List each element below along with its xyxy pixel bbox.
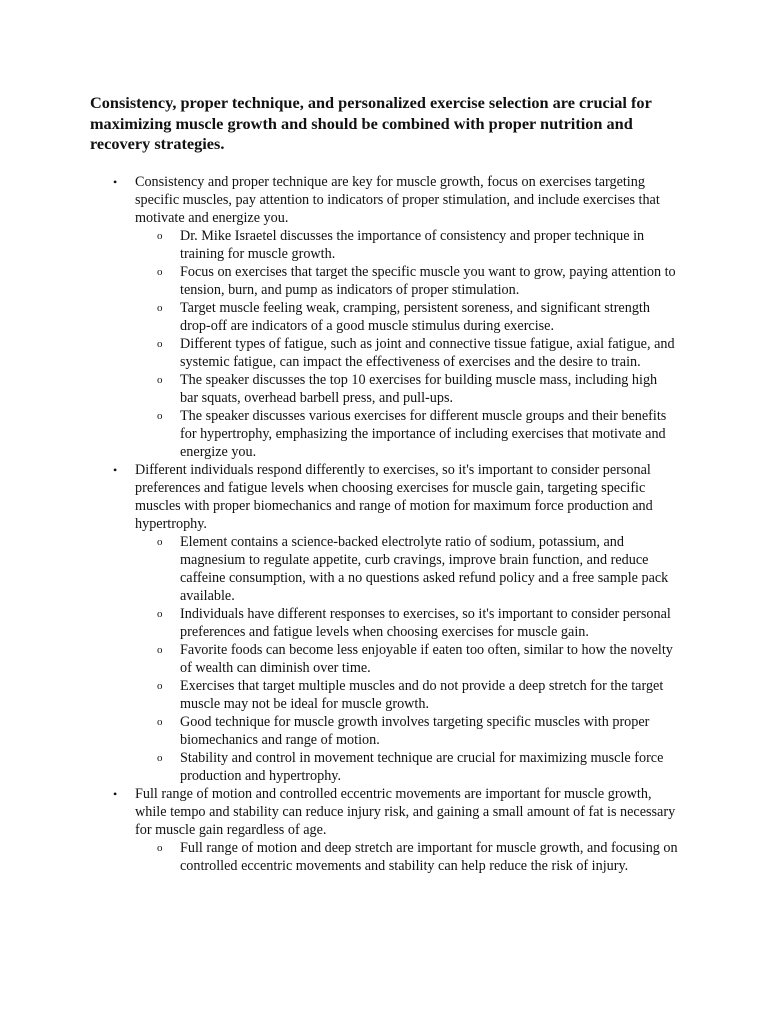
main-bullet-text: Consistency and proper technique are key for muscle growth, focus on exercises targeting specific muscles, pay attention to indicators of proper stimulation, and include exercises that motivate and energize you. xyxy=(135,173,660,226)
sub-bullet-item xyxy=(135,839,678,875)
sub-bullet-item xyxy=(135,677,678,713)
main-bullet-item xyxy=(90,173,678,461)
bullet-icon: • xyxy=(113,462,118,477)
main-bullet-text: Full range of motion and controlled eccentric movements are important for muscle growth, while tempo and stability can reduce injury risk, and gaining a small amount of fat is necessary for muscle gain regardless of age. xyxy=(135,785,676,838)
sub-bullet-text: Individuals have different responses to exercises, so it's important to consider personal preferences and fatigue levels when choosing exercises for muscle gain. xyxy=(180,605,671,640)
sub-bullet-text: Exercises that target multiple muscles and do not provide a deep stretch for the target muscle may not be ideal for muscle growth. xyxy=(180,677,664,712)
sub-bullet-text: Different types of fatigue, such as joint and connective tissue fatigue, axial fatigue, and systemic fatigue, can impact the effectiveness of exercises and the desire to train. xyxy=(180,335,675,370)
sub-bullet-text: Full range of motion and deep stretch are important for muscle growth, and focusing on controlled eccentric movements and stability can help reduce the risk of injury. xyxy=(180,839,678,874)
sub-bullet-list xyxy=(135,533,678,785)
sub-bullet-item xyxy=(135,407,678,461)
sub-bullet-text: The speaker discusses various exercises for different muscle groups and their benefits for hypertrophy, emphasizing the importance of including exercises that motivate and energize you. xyxy=(180,407,667,460)
sub-bullet-item xyxy=(135,641,678,677)
sub-bullet-text: Good technique for muscle growth involves targeting specific muscles with proper biomechanics and range of motion. xyxy=(180,713,650,748)
sub-bullet-text: Target muscle feeling weak, cramping, persistent soreness, and significant strength drop-off are indicators of a good muscle stimulus during exercise. xyxy=(180,299,650,334)
sub-bullet-text: The speaker discusses the top 10 exercises for building muscle mass, including high bar squats, overhead barbell press, and pull-ups. xyxy=(180,371,658,406)
sub-bullet-icon: o xyxy=(157,841,163,854)
sub-bullet-icon: o xyxy=(157,337,163,350)
sub-bullet-text: Focus on exercises that target the specific muscle you want to grow, paying attention to tension, burn, and pump as indicators of proper stimulation. xyxy=(180,263,676,298)
sub-bullet-item xyxy=(135,533,678,605)
sub-bullet-list xyxy=(135,227,678,461)
main-bullet-list xyxy=(90,173,688,875)
sub-bullet-icon: o xyxy=(157,409,163,422)
sub-bullet-icon: o xyxy=(157,607,163,620)
sub-bullet-icon: o xyxy=(157,301,163,314)
sub-bullet-item xyxy=(135,299,678,335)
main-bullet-item xyxy=(90,461,678,785)
sub-bullet-icon: o xyxy=(157,751,163,764)
sub-bullet-icon: o xyxy=(157,373,163,386)
sub-bullet-text: Favorite foods can become less enjoyable if eaten too often, similar to how the novelty of wealth can diminish over time. xyxy=(180,641,673,676)
bullet-icon: • xyxy=(113,786,118,801)
sub-bullet-item xyxy=(135,227,678,263)
sub-bullet-list xyxy=(135,839,678,875)
sub-bullet-item xyxy=(135,749,678,785)
sub-bullet-item xyxy=(135,371,678,407)
sub-bullet-item xyxy=(135,713,678,749)
sub-bullet-icon: o xyxy=(157,265,163,278)
sub-bullet-icon: o xyxy=(157,229,163,242)
sub-bullet-text: Element contains a science-backed electrolyte ratio of sodium, potassium, and magnesium to regulate appetite, curb cravings, improve brain function, and reduce caffeine consumption, with a no questions asked refund policy and a free sample pack available. xyxy=(180,533,669,604)
sub-bullet-icon: o xyxy=(157,643,163,656)
sub-bullet-text: Stability and control in movement technique are crucial for maximizing muscle force production and hypertrophy. xyxy=(180,749,664,784)
sub-bullet-item xyxy=(135,605,678,641)
sub-bullet-item xyxy=(135,335,678,371)
sub-bullet-text: Dr. Mike Israetel discusses the importance of consistency and proper technique in training for muscle growth. xyxy=(180,227,645,262)
sub-bullet-icon: o xyxy=(157,535,163,548)
sub-bullet-item xyxy=(135,263,678,299)
sub-bullet-icon: o xyxy=(157,679,163,692)
bullet-icon: • xyxy=(113,174,118,189)
document-heading: Consistency, proper technique, and personalized exercise selection are crucial for maximizing muscle growth and should be combined with proper nutrition and recovery strategies. xyxy=(90,93,652,153)
main-bullet-text: Different individuals respond differently to exercises, so it's important to consider personal preferences and fatigue levels when choosing exercises for muscle gain, targeting specific muscles with proper biomechanics and range of motion for maximum force production and hypertrophy. xyxy=(135,461,653,532)
main-bullet-item xyxy=(90,785,678,875)
sub-bullet-icon: o xyxy=(157,715,163,728)
